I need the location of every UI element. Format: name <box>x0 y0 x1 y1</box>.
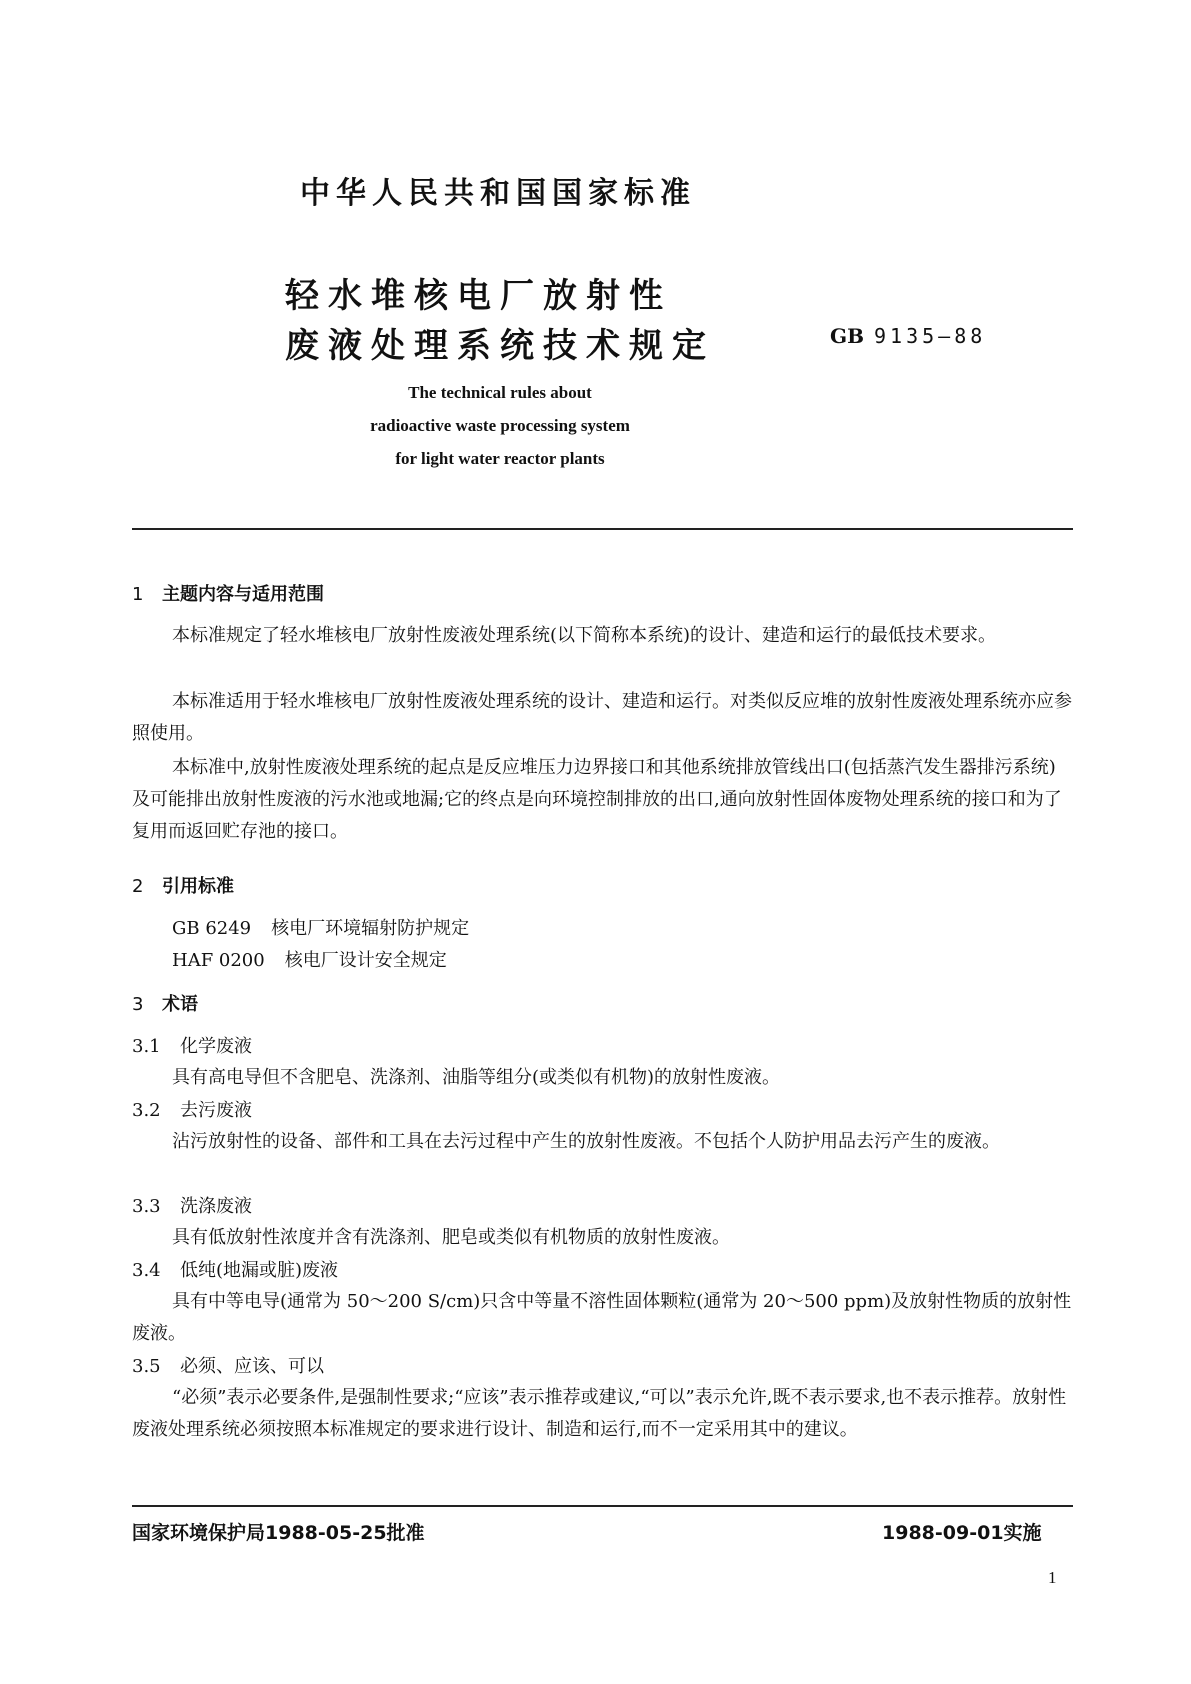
section-2-heading <box>132 872 234 898</box>
national-standard-heading: 中华人民共和国国家标准 <box>300 176 696 211</box>
section-number: 2 <box>132 876 144 897</box>
effective-date: 1988-09-01实施 <box>882 1522 1042 1544</box>
section-3-heading <box>132 990 198 1016</box>
term-number: 3.4 <box>132 1260 161 1281</box>
term-3-2-text: 沾污放射性的设备、部件和工具在去污过程中产生的放射性废液。不包括个人防护用品去污产生的废液。 <box>172 1131 1000 1152</box>
standard-prefix: GB <box>830 324 864 348</box>
section-1-heading <box>132 580 324 606</box>
english-title-line3: for light water reactor plants <box>395 449 605 468</box>
reference-name: 核电厂环境辐射防护规定 <box>271 918 470 939</box>
term-3-3-text: 具有低放射性浓度并含有洗涤剂、肥皂或类似有机物质的放射性废液。 <box>172 1227 730 1248</box>
section-number: 3 <box>132 994 144 1015</box>
document-title-line1: 轻水堆核电厂放射性 <box>285 276 672 316</box>
section-title: 主题内容与适用范围 <box>162 584 324 605</box>
term-number: 3.3 <box>132 1196 161 1217</box>
document-title-line2: 废液处理系统技术规定 <box>285 326 715 366</box>
term-number: 3.1 <box>132 1036 161 1057</box>
reference-item <box>172 946 447 972</box>
term-title: 洗涤废液 <box>180 1196 252 1217</box>
reference-code: HAF 0200 <box>172 950 265 971</box>
term-3-1-text: 具有高电导但不含肥皂、洗涤剂、油脂等组分(或类似有机物)的放射性废液。 <box>172 1067 781 1088</box>
section-title: 术语 <box>162 994 198 1015</box>
term-title: 去污废液 <box>180 1100 252 1121</box>
approval-date: 国家环境保护局1988-05-25批准 <box>132 1522 425 1544</box>
reference-item <box>172 914 469 940</box>
term-number: 3.2 <box>132 1100 161 1121</box>
standard-code <box>830 324 986 348</box>
header-divider <box>132 528 1073 530</box>
standard-number: 9135—88 <box>873 324 987 348</box>
section-1-paragraph-3: 本标准中,放射性废液处理系统的起点是反应堆压力边界接口和其他系统排放管线出口(包括蒸汽发生器排污系统)及可能排出放射性废液的污水池或地漏;它的终点是向环境控制排放的出口,通向放射性固体废物处理系统的接口和为了复用而返回贮存池的接口。 <box>132 757 1062 842</box>
page-number: 1 <box>1048 1568 1057 1587</box>
section-1-paragraph-1: 本标准规定了轻水堆核电厂放射性废液处理系统(以下简称本系统)的设计、建造和运行的最低技术要求。 <box>172 625 997 646</box>
term-title: 化学废液 <box>180 1036 252 1057</box>
term-3-1-heading <box>132 1032 252 1058</box>
term-3-3-heading <box>132 1192 252 1218</box>
term-3-2-heading <box>132 1096 252 1122</box>
term-title: 低纯(地漏或脏)废液 <box>180 1260 339 1281</box>
section-1-paragraph-2: 本标准适用于轻水堆核电厂放射性废液处理系统的设计、建造和运行。对类似反应堆的放射性废液处理系统亦应参照使用。 <box>132 691 1072 744</box>
term-3-4-heading <box>132 1256 338 1282</box>
term-title: 必须、应该、可以 <box>180 1356 324 1377</box>
footer-divider <box>132 1505 1073 1507</box>
term-3-5-heading <box>132 1352 324 1378</box>
english-title-line1: The technical rules about <box>408 383 592 402</box>
term-number: 3.5 <box>132 1356 161 1377</box>
english-title-line2: radioactive waste processing system <box>370 416 630 435</box>
reference-name: 核电厂设计安全规定 <box>284 950 447 971</box>
section-number: 1 <box>132 584 144 605</box>
section-title: 引用标准 <box>162 876 234 897</box>
term-3-4-text: 具有中等电导(通常为 50～200 S/cm)只含中等量不溶性固体颗粒(通常为 20～500 ppm)及放射性物质的放射性废液。 <box>132 1291 1072 1344</box>
reference-code: GB 6249 <box>172 918 252 939</box>
term-3-5-text: “必须”表示必要条件,是强制性要求;“应该”表示推荐或建议,“可以”表示允许,既不表示要求,也不表示推荐。放射性废液处理系统必须按照本标准规定的要求进行设计、制造和运行,而不一定采用其中的建议。 <box>132 1387 1067 1440</box>
